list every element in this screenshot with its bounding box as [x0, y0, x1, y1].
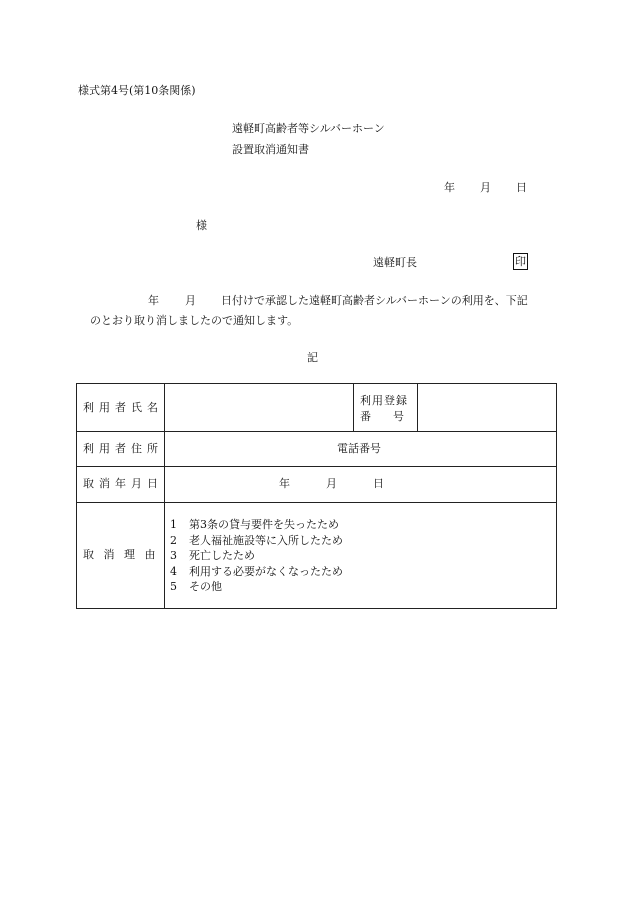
table-row-divider [76, 466, 557, 467]
table-border-top [76, 383, 557, 384]
cancellation-month-label: 月 [326, 477, 337, 490]
table-border-right [556, 383, 557, 609]
table-row-divider [76, 502, 557, 503]
cancellation-reason-label: 取 消 理 由 [83, 548, 159, 561]
list-item: 4 利用する必要がなくなったため [170, 564, 343, 578]
document-title-line2: 設置取消通知書 [232, 143, 309, 156]
cancellation-date-label: 取消年月日 [83, 477, 163, 490]
list-item: 1 第3条の貸与要件を失ったため [170, 518, 339, 531]
issue-date-month-label: 月 [480, 181, 491, 194]
registration-label-left-divider [353, 383, 354, 432]
document-title-line1: 遠軽町高齢者等シルバーホーン [232, 122, 385, 135]
body-text-rest: 日付けで承認した遠軽町高齢者シルバーホーンの利用を、下記 [221, 294, 528, 307]
table-border-left [76, 383, 77, 609]
body-text-line2: のとおり取り消しましたので通知します。 [90, 314, 299, 327]
recipient-honorific: 様 [196, 219, 207, 232]
list-item: 2 老人福祉施設等に入所したため [170, 533, 343, 547]
form-number: 様式第4号(第10条関係) [78, 84, 196, 97]
cancellation-day-label: 日 [373, 477, 384, 490]
registration-number-label-line2: 番 号 [360, 410, 404, 423]
table-label-column-divider [164, 383, 165, 609]
body-month-label: 月 [185, 294, 196, 307]
cancellation-reason-list [170, 517, 343, 595]
registration-number-label-line1: 利用登録 [360, 394, 408, 407]
issuer-name: 遠軽町長 [373, 256, 417, 269]
body-text-line1 [148, 294, 528, 308]
list-item: 3 死亡したため [170, 549, 255, 562]
user-address-label: 利用者住所 [83, 442, 163, 455]
list-item: 5 その他 [170, 580, 222, 593]
cancellation-year-label: 年 [279, 477, 290, 490]
issue-date-year-label: 年 [444, 181, 455, 194]
table-border-bottom [76, 608, 557, 609]
seal-box: 印 [515, 255, 526, 268]
registration-label-right-divider [417, 383, 418, 432]
table-row-divider [76, 431, 557, 432]
record-heading: 記 [307, 351, 318, 364]
user-name-label: 利用者氏名 [83, 401, 163, 414]
body-year-label: 年 [148, 294, 159, 307]
phone-number-label: 電話番号 [337, 442, 381, 455]
issue-date-day-label: 日 [516, 181, 527, 194]
